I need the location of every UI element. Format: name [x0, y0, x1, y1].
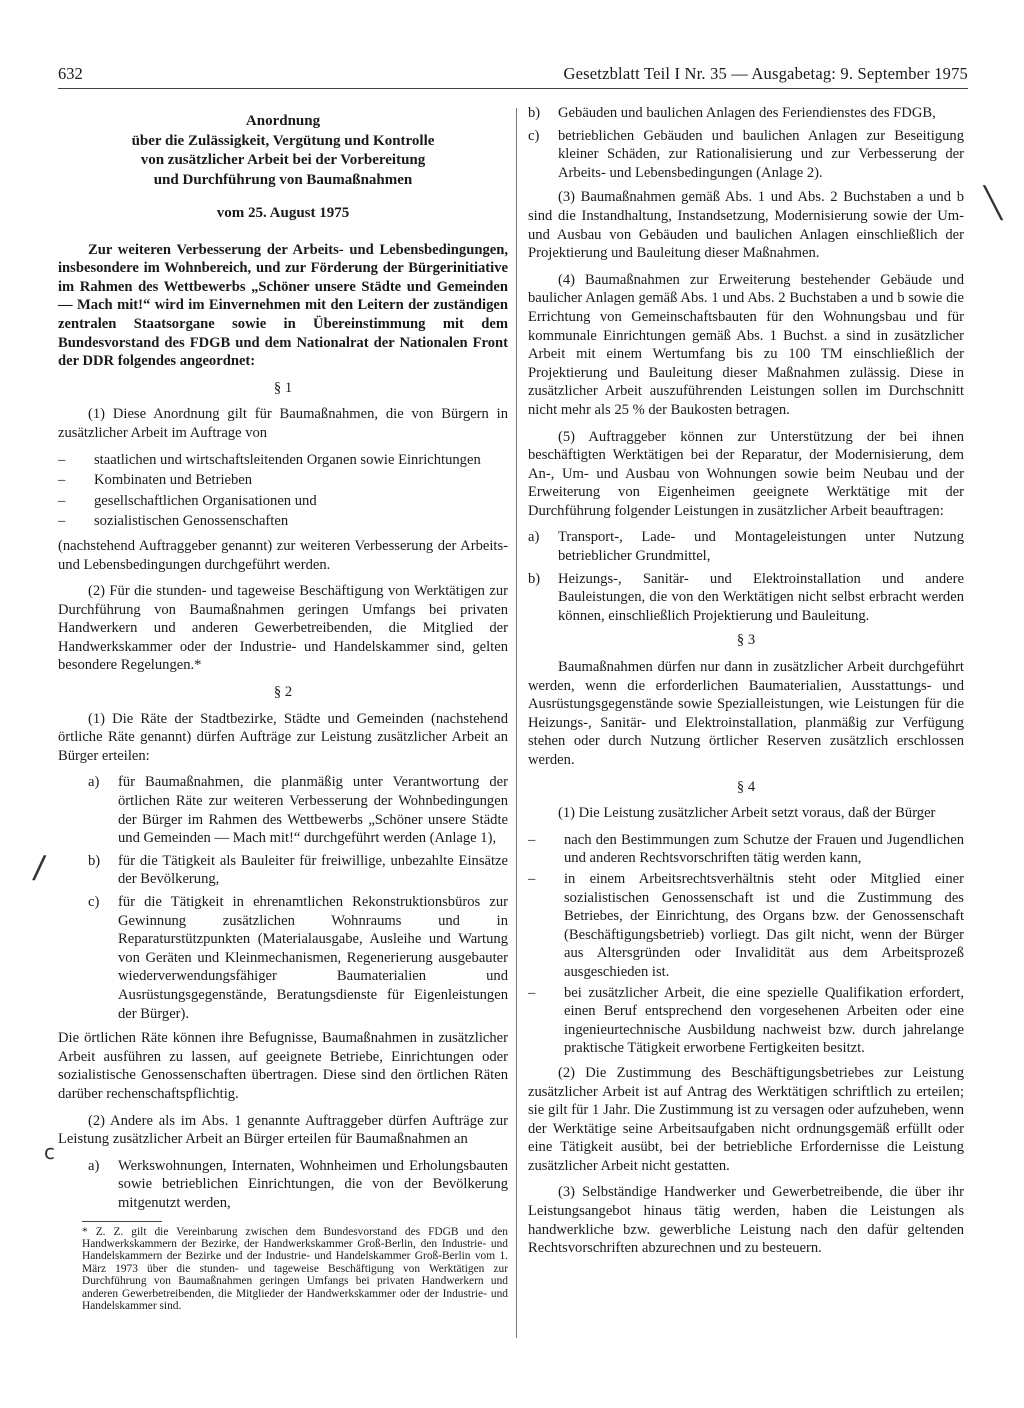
footnote: * Z. Z. gilt die Vereinbarung zwischen dem Bundesvorstand des FDGB und den Handwerkskammern der Bezirke, der Handwerkskammer Groß-Berlin, den Industrie- und Handelskammern der Bezirke und der Industrie- und Handelskammer Groß-Berlin vom 1. März 1973 über die stunden- und tageweise Beschäftigung von Werktätigen zur Durchführung von Baumaßnahmen geringen Umfangs bei privaten Handwerkern und anderen Gewerbetreibenden, die Mitglieder der Handwerkskammer oder der Industrie- und Handelskammer sind.: [82, 1225, 508, 1312]
title-line-4: und Durchführung von Baumaßnahmen: [153, 171, 413, 188]
list-letter: a): [88, 774, 100, 791]
list-item: [88, 1157, 508, 1213]
list-letter: b): [88, 852, 101, 869]
list-text: Werkswohnungen, Internaten, Wohnheimen und Erholungsbauten sowie betrieblichen Einrichtungen, die von der Bevölkerung mitgenutzt werden,: [118, 1157, 508, 1211]
list-item: [528, 127, 964, 183]
list-letter: b): [528, 105, 541, 121]
section-heading-3: § 3: [736, 632, 756, 649]
s2-paragraph-3: (3) Baumaßnahmen gemäß Abs. 1 und Abs. 2 Buchstaben a und b sind die Instandhaltung, Instandsetzung, Modernisierung sowie der Um- und Ausbau von Gebäuden und baulichen Anlagen einschließlich der Projektierung und Bauleitung dieser Maßnahmen.: [528, 189, 964, 262]
list-item: [88, 773, 508, 847]
s2-list-5: [528, 528, 964, 625]
column-divider: [516, 108, 517, 1338]
s2-list-1: [58, 773, 508, 1023]
s2-paragraph-2: (2) Andere als im Abs. 1 genannte Auftraggeber dürfen Aufträge zur Leistung zusätzlicher Arbeit an Bürger erteilen für Baumaßnahmen an: [58, 1112, 508, 1148]
page-header: [58, 64, 968, 89]
list-text: Transport-, Lade- und Montageleistungen unter Nutzung betrieblicher Grundmittel,: [558, 529, 964, 565]
document-title: [58, 112, 508, 190]
s2-list-2: [58, 1157, 508, 1213]
list-text: Gebäuden und baulichen Anlagen des Feriendienstes des FDGB,: [558, 105, 936, 121]
title-line-3: von zusätzlicher Arbeit bei der Vorbereitung: [140, 152, 426, 168]
s2-paragraph-4: (4) Baumaßnahmen zur Erweiterung bestehender Gebäude und baulicher Anlagen gemäß Abs. 1 und Abs. 2 Buchstaben a und b sowie die Errichtung von Gemeinschaftsbauten für den Wohnungsbau und für kommunale Einrichtungen gemäß Abs. 1 Buchst. a sind in zusätzlicher Arbeit mit einem Wertumfang bis zu 100 TM einschließlich der Projektierung und Bauleitung dieser Maßnahmen zulässig. Diese in zusätzlicher Arbeit auszuführenden Leistungen sollen im Durchschnitt nicht mehr als 25 % der Baukosten betragen.: [528, 271, 964, 418]
footnote-rule: [82, 1221, 162, 1222]
page-number: 632: [58, 64, 83, 83]
list-item: – in einem Arbeitsrechtsverhältnis steht oder Mitglied einer sozialistischen Genossenschaft ist und die Zustimmung des Betriebes, der Einrichtung, des Organs bzw. der Genossenschaft (Beschäftigungsbetrieb) vorliegt. Das gilt nicht, wenn der Bürger aus Altersgründen oder Invalidität aus dem Arbeitsprozeß ausgeschieden ist.: [528, 870, 964, 982]
s4-paragraph-1: (1) Die Leistung zusätzlicher Arbeit setzt voraus, daß der Bürger: [558, 805, 936, 822]
preamble: Zur weiteren Verbesserung der Arbeits- und Lebensbedingungen, insbesondere im Wohnbereich, und zur Förderung der Bürgerinitiative im Rahmen des Wettbewerbs „Schöner unsere Städte und Gemeinden — Mach mit!“ wird im Einvernehmen mit den Leitern der zuständigen zentralen Staatsorgane sowie in Übereinstimmung mit dem Bundesvorstand des FDGB und dem Nationalrat der Nationalen Front der DDR folgendes angeordnet:: [58, 241, 508, 370]
s4-condition-list: [528, 831, 964, 1058]
list-letter: c): [88, 894, 100, 910]
list-item: – nach den Bestimmungen zum Schutze der Frauen und Jugendlichen und anderen Rechtsvorschriften tätig werden kann,: [528, 831, 964, 868]
list-letter: a): [88, 1157, 100, 1174]
section-heading-1: § 1: [273, 379, 293, 396]
title-line-1: Anordnung: [245, 113, 321, 129]
s4-paragraph-2: (2) Die Zustimmung des Beschäftigungsbetriebes zur Leistung zusätzlicher Arbeit ist auf Antrag des Werktätigen schriftlich zu erteilen; sie gilt für 1 Jahr. Die Zustimmung ist zu versagen oder aufzuheben, wenn der Werktätige seine Arbeitsaufgaben nicht ordnungsgemäß erfüllt oder eine Tätigkeit ausübt, bei der betriebliche Erfordernisse die Leistung zusätzlicher Arbeit nicht gestatten.: [528, 1064, 964, 1174]
margin-tick-mark: /: [31, 847, 48, 887]
list-text: betrieblichen Gebäuden und baulichen Anlagen zur Beseitigung kleiner Schäden, zur Rationalisierung und zur Verbesserung der Arbeits- und Lebensbedingungen (Anlage 2).: [558, 127, 964, 181]
section-heading-4: § 4: [736, 778, 756, 795]
title-line-2: über die Zulässigkeit, Vergütung und Kontrolle: [131, 132, 435, 149]
list-item: [528, 104, 964, 123]
list-item: – gesellschaftlichen Organisationen und: [58, 492, 508, 511]
document-date: vom 25. August 1975: [216, 205, 350, 221]
list-item: [528, 528, 964, 565]
s2-list-2-continued: [528, 104, 964, 182]
s2-paragraph-5: (5) Auftraggeber können zur Unterstützung der bei ihnen beschäftigten Werktätigen bei der Reparatur, der Modernisierung, dem An-, Um- und Ausbau von Wohnungen sowie beim Neubau und der Erweiterung von Eigenheimen geeignete Werktätige mit der Durchführung folgender Leistungen in zusätzlicher Arbeit beauftragen:: [528, 428, 964, 519]
list-text: Heizungs-, Sanitär- und Elektroinstallation und andere Bauleistungen, die von den Werktätigen nicht selbst erbracht werden können, einschließlich Projektierung und Bauleitung.: [558, 570, 964, 624]
list-item: – bei zusätzlicher Arbeit, die eine spezielle Qualifikation erfordert, einen Beruf entsprechend den vorgesehenen Arbeiten oder eine ingenieurtechnische Ausbildung nachweist bzw. durch jahrelange praktische Tätigkeit erworbene Fertigkeiten besitzt.: [528, 984, 964, 1058]
s1-client-list: [58, 451, 508, 531]
s1-paragraph-2: (2) Für die stunden- und tageweise Beschäftigung von Werktätigen zur Durchführung von Baumaßnahmen geringen Umfangs bei privaten Handwerkern und anderen Gewerbetreibenden, die Mitglied der Handwerkskammer oder der Industrie- und Handelskammer sind, gelten besondere Regelungen.*: [58, 583, 508, 674]
margin-pencil-mark: ⅽ: [44, 1140, 55, 1164]
list-text: für Baumaßnahmen, die planmäßig unter Verantwortung der örtlichen Räte zur weiteren Verbesserung der Wohnbedingungen der Bürger im Rahmen des Wettbewerbs „Schöner unsere Städte und Gemeinden — Mach mit!“ durchgeführt werden (Anlage 1),: [118, 774, 508, 847]
s2-paragraph-1-end: Die örtlichen Räte können ihre Befugnisse, Baumaßnahmen in zusätzlicher Arbeit ausführen zu lassen, auf geeignete Betriebe, Einrichtungen oder sozialistische Genossenschaften übertragen. Diese sind den örtlichen Räten darüber rechenschaftspflichtig.: [58, 1030, 508, 1102]
right-column: [528, 104, 964, 1266]
list-letter: b): [528, 570, 541, 587]
list-item: [88, 852, 508, 889]
list-item: – sozialistischen Genossenschaften: [58, 512, 508, 531]
section-heading-2: § 2: [273, 684, 293, 701]
list-text: für die Tätigkeit in ehrenamtlichen Rekonstruktionsbüros zur Gewinnung zusätzlichen Wohnraums und in Reparaturstützpunkten (Materialausgabe, Ausleihe und Wartung von Geräten und Kleinmechanismen, Regenerierung ausgebauter wiederverwendungsfähiger Baumaterialien und Ausrüstungsgegenstände, Beratungsdienste für Eigenleistungen der Bürger).: [118, 894, 508, 1022]
list-item: – Kombinaten und Betrieben: [58, 471, 508, 490]
list-letter: a): [528, 529, 540, 546]
s4-paragraph-3: (3) Selbständige Handwerker und Gewerbetreibende, die über ihr Leistungsangebot hinaus tätig werden, haben die Leistungen als handwerkliche bzw. gewerbliche Leistung nach den dafür geltenden Rechtsvorschriften abzurechnen und zu besteuern.: [528, 1184, 964, 1257]
list-item: [88, 893, 508, 1023]
list-item: [528, 570, 964, 626]
s1-paragraph-1-end: (nachstehend Auftraggeber genannt) zur weiteren Verbesserung der Arbeits- und Lebensbedingungen durchgeführt werden.: [58, 537, 508, 573]
list-text: für die Tätigkeit als Bauleiter für freiwillige, unbezahlte Einsätze der Bevölkerung,: [118, 852, 508, 888]
list-letter: c): [528, 127, 540, 144]
list-item: – staatlichen und wirtschaftsleitenden Organen sowie Einrichtungen: [58, 451, 508, 470]
s1-paragraph-1: (1) Diese Anordnung gilt für Baumaßnahmen, die von Bürgern in zusätzlicher Arbeit im Auftrage von: [58, 406, 508, 441]
running-head: Gesetzblatt Teil I Nr. 35 — Ausgabetag: 9. September 1975: [563, 64, 968, 83]
s2-paragraph-1: (1) Die Räte der Stadtbezirke, Städte und Gemeinden (nachstehend örtliche Räte genannt) dürfen Aufträge zur Leistung zusätzlicher Arbeit an Bürger erteilen:: [58, 710, 508, 764]
s3-paragraph-1: Baumaßnahmen dürfen nur dann in zusätzlicher Arbeit durchgeführt werden, wenn die erforderlichen Baumaterialien, Ausstattungs- und Ausrüstungsgegenstände sowie Spezialleistungen, wie Leistungen für die Heizungs-, Sanitär- und Elektroinstallation, planmäßig zur Verfügung stehen oder durch Nutzung örtlicher Reserven zusätzlich erschlossen werden.: [528, 659, 964, 768]
margin-diagonal-mark: ╲: [984, 186, 1003, 221]
left-column: [58, 104, 508, 1312]
